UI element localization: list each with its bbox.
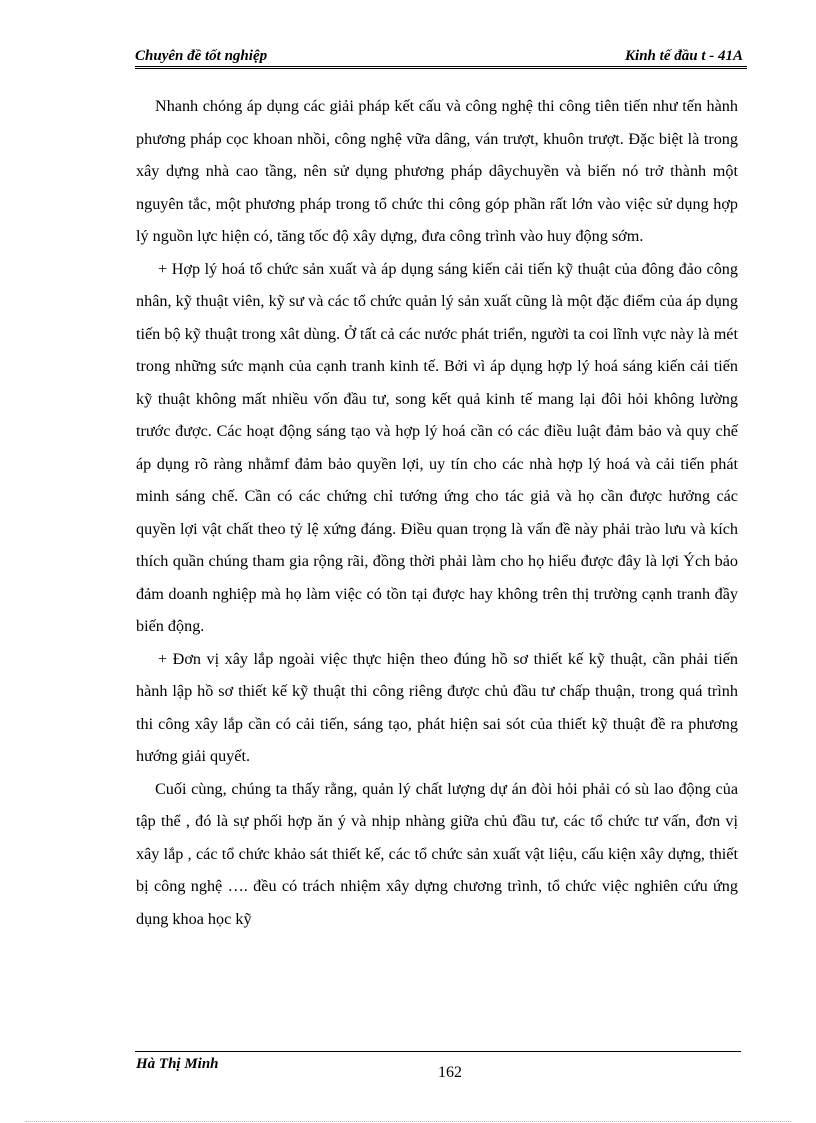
paragraph: + Đơn vị xây lắp ngoài việc thực hiện theo đúng hồ sơ thiết kế kỹ thuật, cần phải tiến hành lập hồ sơ thiết kế kỹ thuật thi công riêng được chủ đầu tư chấp thuận, trong quá trình thi công xây lắp cần có cải tiến, sáng tạo, phát hiện sai sót của thiết kỹ thuật đề ra phương hướng giải quyết.: [136, 649, 738, 765]
footer-divider: [135, 1051, 741, 1052]
page-header: [135, 44, 747, 69]
footer-author: Hà Thị Minh: [136, 1056, 219, 1072]
paragraph: Cuối cùng, chúng ta thấy rằng, quản lý chất lượng dự án đòi hỏi phải có sù lao động của tập thể , đó là sự phối hợp ăn ý và nhịp nhàng giữa chủ đầu tư, các tổ chức tư vấn, đơn vị xây lắp , các tổ chức khảo sát thiết kế, các tổ chức sản xuất vật liệu, cấu kiện xây dựng, thiết bị công nghệ …. đều có trách nhiệm xây dựng chương trình, tổ chức việc nghiên cứu ứng dụng khoa học kỹ: [136, 779, 738, 928]
header-subtitle: Kinh tế đầu t - 41A: [625, 48, 743, 64]
page-number: 162: [438, 1064, 462, 1081]
paragraph: Nhanh chóng áp dụng các giải pháp kết cấu và công nghệ thi công tiên tiến như tến hành phương pháp cọc khoan nhồi, công nghệ vữa dâng, ván trượt, khuôn trượt. Đặc biệt là trong xây dựng nhà cao tầng, nên sử dụng phương pháp dâychuyền và biến nó trở thành một nguyên tắc, một phương pháp trong tổ chức thi công góp phần rất lớn vào việc sử dụng hợp lý nguồn lực hiện có, tăng tốc độ xây dựng, đưa công trình vào huy động sớm.: [136, 97, 738, 245]
page-edge-divider: [25, 1121, 791, 1122]
document-body: [136, 90, 738, 935]
paragraph: + Hợp lý hoá tổ chức sản xuất và áp dụng sáng kiến cải tiến kỹ thuật của đông đảo công nhân, kỹ thuật viên, kỹ sư và các tổ chức quản lý sản xuất cũng là một đặc điểm của áp dụng tiến bộ kỹ thuật trong xât dùng. Ở tất cả các nước phát triển, người ta coi lĩnh vực này là mét trong những sức mạnh của cạnh tranh kinh tế. Bởi vì áp dụng hợp lý hoá sáng kiến cải tiến kỹ thuật không mất nhiều vốn đầu tư, song kết quả kinh tế mang lại đôi hỏi không lường trước được. Các hoạt động sáng tạo và hợp lý hoá cần có các điều luật đảm bảo và quy chế áp dụng rõ ràng nhằmf đảm bảo quyền lợi, uy tín cho các nhà hợp lý hoá và cải tiến phát minh sáng chế. Cần có các chứng chỉ tướng ứng cho tác giả và họ cần được hưởng các quyền lợi vật chất theo tỷ lệ xứng đáng. Điều quan trọng là vấn đề này phải trào lưu và kích thích quần chúng tham gia rộng rãi, đồng thời phải làm cho họ hiểu được đây là lợi Ých bảo đảm doanh nghiệp mà họ làm việc có tồn tại được hay không trên thị trường cạnh tranh đầy biến động.: [136, 259, 738, 635]
header-title: Chuyên đề tốt nghiệp: [135, 48, 268, 64]
